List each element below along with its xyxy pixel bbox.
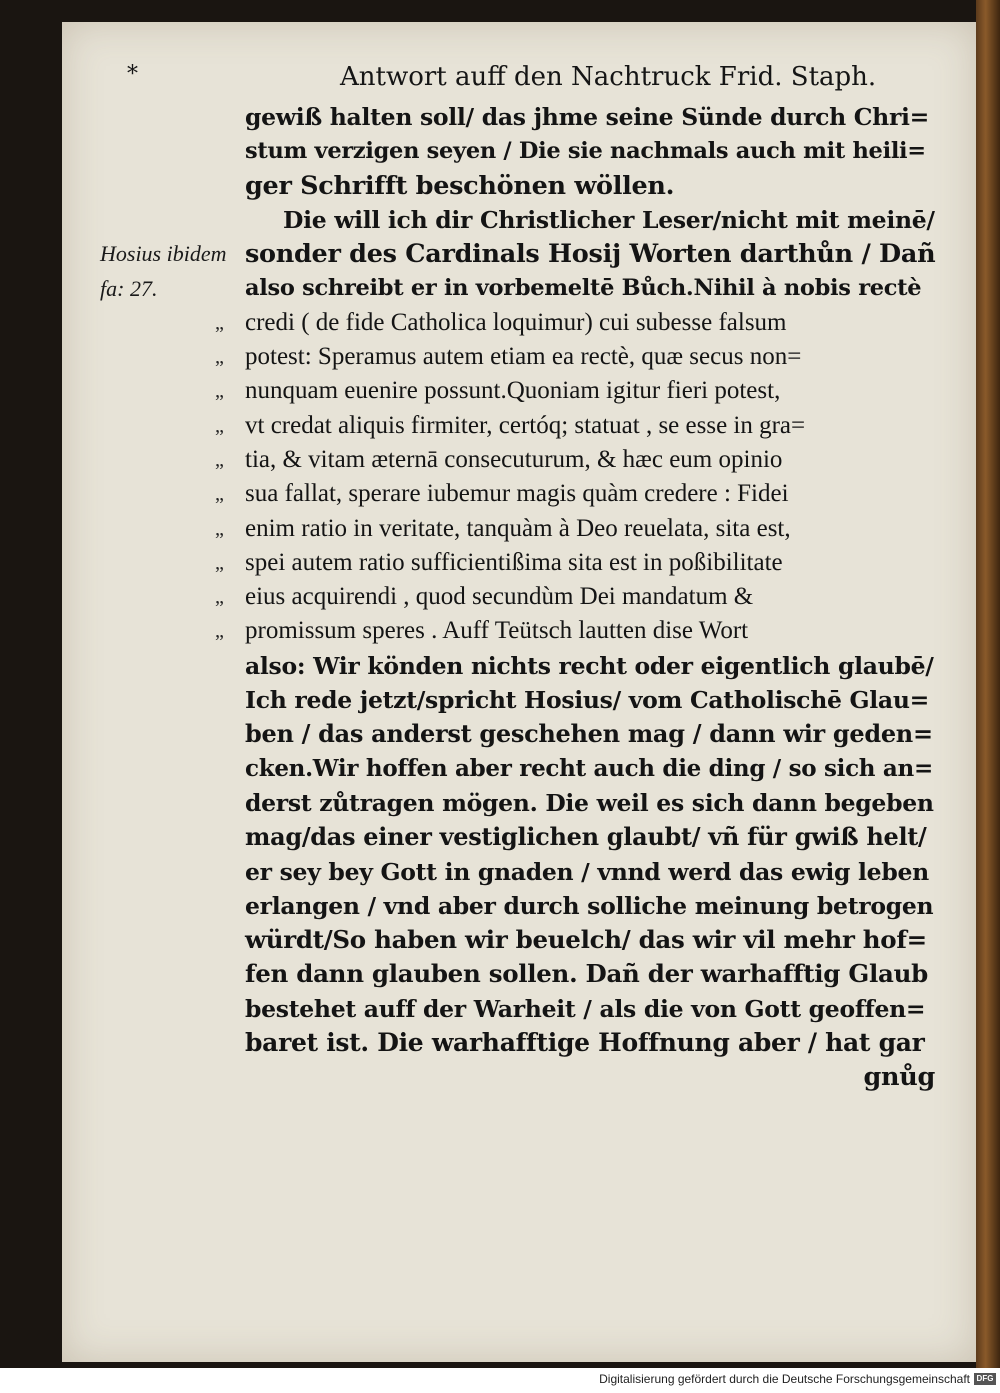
quote-mark: „ — [215, 620, 224, 643]
text-line — [215, 409, 935, 443]
text-line — [215, 306, 935, 340]
text-line — [245, 992, 935, 1026]
text-line — [245, 100, 935, 134]
line-text: fen dann glauben sollen. Dañ der warhafftig Glaub — [245, 959, 928, 989]
line-text: er sey bey Gott in gnaden / vnnd werd das ewig leben — [245, 857, 929, 886]
line-text: Die will ich dir Christlicher Leser/nicht mit meinē/ — [283, 205, 935, 234]
text-line — [215, 340, 935, 374]
text-line — [245, 169, 935, 203]
line-text: credi ( de fide Catholica loquimur) cui subesse falsum — [245, 308, 787, 336]
page-mark: * — [127, 62, 138, 87]
line-text: würdt/So haben wir beuelch/ das wir vil mehr hof= — [245, 925, 927, 955]
text-line — [245, 237, 935, 271]
quote-mark: „ — [215, 551, 224, 574]
text-line — [245, 203, 935, 237]
text-line — [245, 1026, 935, 1060]
text-line — [245, 717, 935, 751]
line-text: gewiß halten soll/ das jhme seine Sünde durch Chri= — [245, 103, 930, 131]
text-line — [245, 855, 935, 889]
line-text: cken.Wir hoffen aber recht auch die ding / so sich an= — [245, 754, 933, 782]
text-line — [215, 546, 935, 580]
quote-mark: „ — [215, 448, 224, 471]
footer-credit: Digitalisierung gefördert durch die Deutsche Forschungsgemeinschaft — [599, 1372, 970, 1386]
line-text: ben / das anderst geschehen mag / dann wir geden= — [245, 719, 933, 749]
text-line — [245, 923, 935, 957]
line-text: stum verzigen seyen / Die sie nachmals auch mit heili= — [245, 138, 926, 165]
line-text: derst zůtragen mögen. Die weil es sich dann begeben — [245, 788, 934, 817]
margin-note: fa: 27. — [100, 275, 158, 301]
text-line — [245, 820, 935, 854]
text-line — [245, 752, 935, 786]
text-line — [245, 1060, 935, 1094]
quote-mark: „ — [215, 346, 224, 369]
line-text: baret ist. Die warhafftige Hoffnung aber / hat gar — [245, 1028, 925, 1058]
text-line — [245, 271, 935, 305]
line-text: mag/das einer vestiglichen glaubt/ vñ für gwiß helt/ — [245, 822, 927, 852]
line-text: vt credat aliquis firmiter, certóq; statuat , se esse in gra= — [245, 411, 806, 439]
text-line — [245, 649, 935, 683]
book-edge — [976, 0, 1000, 1368]
quote-mark: „ — [215, 414, 224, 437]
line-text: Ich rede jetzt/spricht Hosius/ vom Catholischē Glau= — [245, 686, 930, 715]
quote-mark: „ — [215, 311, 224, 334]
quote-mark: „ — [215, 586, 224, 609]
footer-bar — [0, 1368, 1000, 1393]
text-line — [215, 374, 935, 408]
dfg-logo: DFG — [974, 1373, 996, 1385]
line-text: enim ratio in veritate, tanquàm à Deo reuelata, sita est, — [245, 514, 791, 542]
line-text: sonder des Cardinals Hosij Worten darthůn / Dañ — [245, 239, 936, 270]
quote-mark: „ — [215, 517, 224, 540]
line-text: ger Schrifft beschönen wöllen. — [245, 170, 675, 201]
margin-note: Hosius ibidem — [100, 241, 227, 267]
body-text — [215, 100, 936, 1095]
text-line — [215, 614, 935, 648]
quote-mark: „ — [215, 380, 224, 403]
text-line — [215, 580, 935, 614]
text-line — [245, 683, 935, 717]
line-text: promissum speres . Auff Teütsch lautten dise Wort — [245, 617, 749, 645]
line-text: also: Wir könden nichts recht oder eigentlich glaubē/ — [245, 651, 934, 680]
running-head: Antwort auff den Nachtruck Frid. Staph. — [340, 62, 877, 92]
line-text: bestehet auff der Warheit / als die von Gott geoffen= — [245, 994, 926, 1023]
text-line — [245, 134, 935, 168]
line-text: eius acquirendi , quod secundùm Dei mandatum & — [245, 583, 754, 611]
line-text: potest: Speramus autem etiam ea rectè, quæ secus non= — [245, 343, 802, 371]
text-line — [215, 477, 935, 511]
text-line — [245, 957, 935, 991]
line-text: gnůg — [863, 1062, 935, 1093]
line-text: also schreibt er in vorbemeltē Bůch.Nihil à nobis rectè — [245, 275, 922, 302]
text-line — [215, 512, 935, 546]
line-text: erlangen / vnd aber durch solliche meinung betrogen — [245, 891, 934, 920]
text-line — [245, 786, 935, 820]
line-text: spei autem ratio sufficientißima sita est in poßibilitate — [245, 548, 783, 576]
line-text: tia, & vitam æternā consecuturum, & hæc eum opinio — [245, 445, 783, 473]
line-text: sua fallat, sperare iubemur magis quàm credere : Fidei — [245, 480, 789, 508]
text-line — [215, 443, 935, 477]
quote-mark: „ — [215, 483, 224, 506]
line-text: nunquam euenire possunt.Quoniam igitur fieri potest, — [245, 377, 781, 405]
text-line — [245, 889, 935, 923]
